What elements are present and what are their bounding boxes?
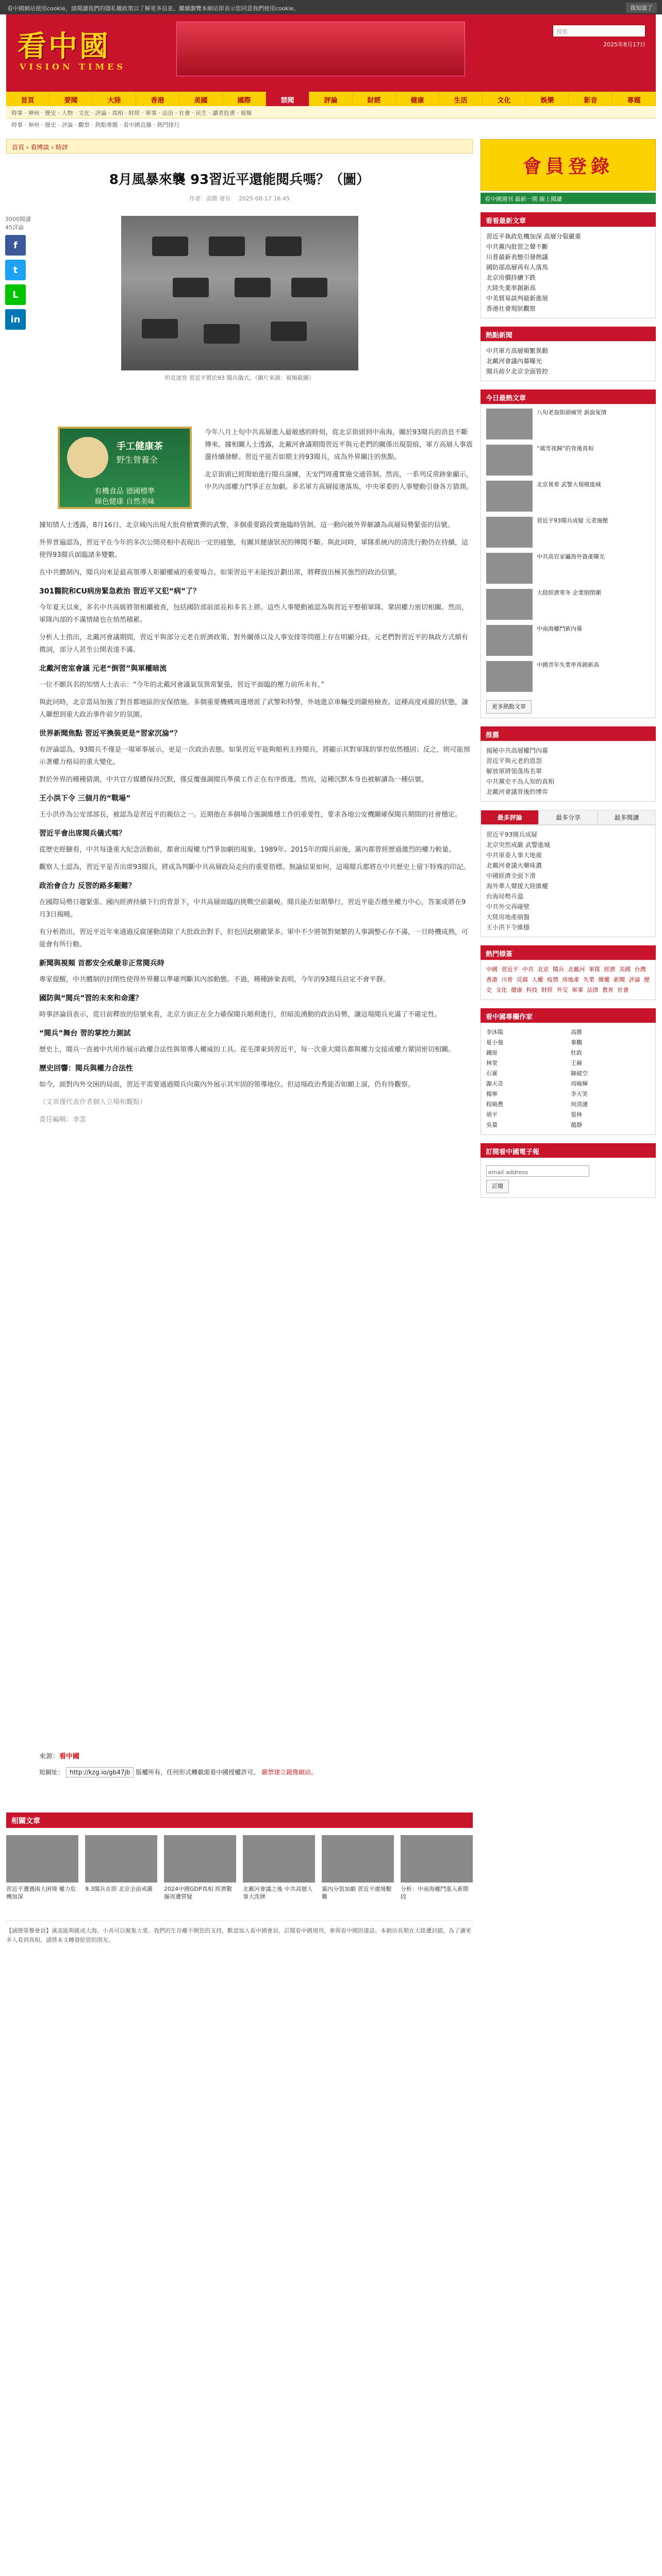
right-sidebar xyxy=(481,139,656,1206)
sidebar-section-body xyxy=(481,227,656,318)
hot-article-title[interactable]: 大陸經濟寒冬 企業倒閉潮 xyxy=(537,589,601,596)
source-bar xyxy=(39,1751,472,1776)
ranking-link[interactable]: 王小洪下令維穩 xyxy=(486,924,530,931)
nav-item[interactable]: 娛樂 xyxy=(526,92,569,106)
author-link[interactable]: 夏小強 xyxy=(486,1039,503,1046)
source-line xyxy=(39,1751,472,1760)
hot-article-title[interactable]: 中南海權鬥新內幕 xyxy=(537,625,582,632)
site-header xyxy=(6,14,656,92)
tank-shape xyxy=(271,321,307,341)
article-paragraph: 北京街頭已經開始進行閱兵演練，天安門周邊實施交通管制。然而，一系列反常跡象顯示，中共內部權力鬥爭正在加劇。多名軍方高層接連落馬，中央軍委的人事變動引發各方猜測。 xyxy=(205,471,473,491)
more-button[interactable]: 更多熱點文章 xyxy=(486,700,532,714)
nav-item[interactable]: 評論 xyxy=(309,92,353,106)
hot-article-title[interactable]: 中國青年失業率再創新高 xyxy=(537,662,599,668)
sidebar-link[interactable]: 中共軍方高層頻繁異動 xyxy=(486,347,549,354)
subscribe-button[interactable]: 訂閱 xyxy=(486,1180,509,1193)
author-link[interactable]: 吳量 xyxy=(486,1122,498,1128)
article-paragraph: 觀察人士認為，習近平是否出席93閱兵，將成為判斷中共高層政局走向的重要指標。無論結果如何，這場閱兵都將在中共歷史上留下特殊的印記。 xyxy=(39,863,470,871)
main-nav xyxy=(6,92,656,106)
sidebar-link[interactable]: 香港社會現狀觀察 xyxy=(486,305,536,312)
article-paragraph: 據知情人士透露，8月16日，北京城內出現大批荷槍實彈的武警，多個重要路段實施臨時管制。這一動向被外界解讀為高層局勢緊張的信號。 xyxy=(39,521,454,529)
tags-block xyxy=(481,945,656,1000)
article-editor: 責任編輯：李雲 xyxy=(39,1116,87,1124)
article-intro xyxy=(205,427,473,499)
sidebar-section-title: 今日最熱文章 xyxy=(481,389,656,404)
sidebar-link[interactable]: 北戴河會議內幕曝光 xyxy=(486,358,542,365)
hot-article-thumb xyxy=(486,661,533,692)
related-thumb-image xyxy=(85,1835,157,1883)
nav-item[interactable]: 大陸 xyxy=(93,92,136,106)
article-paragraph: 在國際局勢日趨緊張、國內經濟持續下行的背景下，中共高層面臨的挑戰空前嚴峻。閱兵能否如期舉行，習近平能否穩坐權力中心，答案或將在9月3日揭曉。 xyxy=(39,899,466,919)
section-heading: 國防與“閱兵”習的未來和命運？ xyxy=(39,994,143,1003)
cookie-notice-bar xyxy=(0,0,662,14)
article-paragraph: 一位不願具名的知情人士表示：“今年的北戴河會議氣氛異常緊張，習近平面臨的壓力前所未有。” xyxy=(39,681,324,689)
article-stats xyxy=(5,215,36,232)
hot-article-title[interactable]: 八旬老翁街頭痛哭 訴說冤情 xyxy=(537,409,607,416)
related-thumb-image xyxy=(164,1835,236,1883)
article-views: 3000閱讀 xyxy=(5,216,31,223)
nav-item[interactable]: 禁聞 xyxy=(266,92,309,106)
sidebar-section-body xyxy=(481,404,656,718)
source-name[interactable]: 看中國 xyxy=(59,1753,80,1760)
author-link[interactable]: 李天笑 xyxy=(571,1091,588,1097)
related-caption[interactable]: 分析：中南海權鬥進入新階段 xyxy=(401,1886,469,1900)
hot-article-title[interactable]: “風雪夜歸”的背後真相 xyxy=(537,445,594,452)
article-paragraph: 今年八月上旬中共高層進入最敏感的時刻，從北京街頭到中南海，關於93閱兵的消息不斷傳來。據相關人士透露，北戴河會議期間習近平與元老們的關係出現裂痕，軍方高層人事震盪持續發酵。習近平能否如期主持93閱兵，成為外界關注的焦點。 xyxy=(205,429,473,461)
article-paragraph: 對於外界的種種猜測，中共官方媒體保持沉默，僅反覆強調閱兵準備工作正在有序推進。然而，這種沉默本身也被解讀為一種信號。 xyxy=(39,776,428,784)
section-heading: 301醫院和CU病房緊急救治 習近平又犯“病”了？ xyxy=(39,587,201,596)
recommend-link[interactable]: 中共黨史不為人知的真相 xyxy=(486,778,555,785)
member-login-button[interactable]: 會員登錄 xyxy=(481,139,656,191)
ranking-link[interactable]: 大陸房地產崩盤 xyxy=(486,913,530,921)
article-paragraph: 與此同時，北京當局加強了對首都地區的安保措施。多個重要機構周邊增派了武警和特警，外地進京車輛受到嚴格檢查。這種高度戒備的狀態，讓人聯想到重大政治事件前夕的氛圍。 xyxy=(39,699,469,719)
sidebar-link[interactable]: 國防部高層再有人落馬 xyxy=(486,264,549,271)
ad-headline: 手工健康茶 xyxy=(117,441,163,452)
hot-article-row[interactable] xyxy=(486,553,650,584)
article-paragraph: 歷史上，閱兵一直被中共用作展示政權合法性與領導人權威的工具。從毛澤東到習近平，每一次重大閱兵都與權力交接或權力鞏固密切相關。 xyxy=(39,1046,455,1054)
author-link[interactable]: 何清漣 xyxy=(571,1101,588,1108)
site-logo-subtitle: VISION TIMES xyxy=(20,62,126,72)
hot-article-thumb xyxy=(486,625,533,656)
hot-article-thumb xyxy=(486,589,533,620)
sidebar-link[interactable]: 北京房價持續下跌 xyxy=(486,274,536,281)
related-caption[interactable]: 2024中國GDP真相 經濟數據再遭質疑 xyxy=(164,1886,233,1900)
author-link[interactable]: 李沐陽 xyxy=(486,1029,503,1036)
related-thumb-image xyxy=(322,1835,394,1883)
hot-article-row[interactable] xyxy=(486,409,650,439)
member-login-block xyxy=(481,139,656,204)
author-link[interactable]: 張林 xyxy=(571,1111,582,1118)
sidebar-section xyxy=(481,327,656,381)
tag-cloud[interactable]: 中國 習近平 中共 北京 閱兵 北戴河 軍隊 經濟 美國 台灣 香港 川普 反腐 人權 疫情 房地產 失業 維權 新聞 評論 歷史 文化 健康 科技 財經 外交 軍事 法律 教育 社會 xyxy=(481,960,656,1000)
related-articles xyxy=(6,1812,473,1901)
nav-item[interactable]: 文化 xyxy=(483,92,526,106)
sidebar-link[interactable]: 中美貿易談判最新進展 xyxy=(486,295,549,302)
ranking-link[interactable]: 中共外交再碰壁 xyxy=(486,903,530,910)
related-caption[interactable]: 黨內分裂加劇 習近平處境艱難 xyxy=(322,1886,392,1900)
article-title: 8月風暴來襲 93習近平還能閱兵嗎？（圖） xyxy=(109,172,370,188)
article-paragraph: 分析人士指出，北戴河會議期間，習近平與部分元老在經濟政策、對外關係以及人事安排等問題上存在明顯分歧。元老們對習近平的執政方式頗有微詞，部分人甚至公開表達不滿。 xyxy=(39,634,469,654)
tank-shape xyxy=(142,319,178,338)
short-link-line xyxy=(39,1768,472,1776)
related-item[interactable] xyxy=(322,1835,394,1901)
recommend-link[interactable]: 揭秘中共高層權鬥內幕 xyxy=(486,747,549,754)
section-heading: 世界新聞焦點 習近平換裝更是“習家沉淪”？ xyxy=(39,730,181,738)
authors-block xyxy=(481,1008,656,1135)
hot-article-row[interactable] xyxy=(486,589,650,620)
site-logo[interactable]: 看中國 xyxy=(18,29,110,63)
hot-article-title[interactable]: 中共高官家屬海外資產曝光 xyxy=(537,553,605,560)
author-link[interactable]: 高勝 xyxy=(571,1029,582,1036)
recommend-title: 推薦 xyxy=(481,726,656,741)
related-item[interactable] xyxy=(401,1835,473,1901)
sub-nav[interactable]: 時事 · 神州 · 歷史 · 人物 · 文化 · 評論 · 真相 · 財經 · 軍事 · 法治 · 社會 · 民生 · 讀者投書 · 視頻 xyxy=(6,106,656,118)
header-date: 2025年8月17日 xyxy=(603,41,646,48)
weekly-banner[interactable]: 看中國週刊 最新一期 線上閱讀 xyxy=(481,193,656,204)
article-paragraph: 今年夏天以來，多名中共高級將領相繼被查，包括國防部前部長和多名上將。這些人事變動被認為與習近平整頓軍隊、鞏固權力密切相關。然而，軍隊內部的不滿情緒也在悄然積累。 xyxy=(39,604,469,624)
cookie-consent-button[interactable]: 我知道了 xyxy=(626,3,657,13)
recommend-block xyxy=(481,726,656,802)
section-heading: 王小洪下令 三個月的“戰場” xyxy=(39,794,131,803)
article-paragraph: 在中共體制內，閱兵向來是最高領導人彰顯權威的重要場合。如果習近平未能按計劃出席，將釋放出極其強烈的政治信號。 xyxy=(39,569,402,577)
ranking-tab[interactable]: 最多閱讀 xyxy=(598,810,656,825)
linkedin-share-icon[interactable]: in xyxy=(5,309,26,330)
hot-article-thumb xyxy=(486,409,533,439)
ranking-list xyxy=(481,825,656,937)
author-link[interactable]: 石實 xyxy=(486,1070,498,1077)
author-link[interactable]: 周曉輝 xyxy=(571,1080,588,1087)
recommend-link[interactable]: 習近平與元老的恩怨 xyxy=(486,757,542,765)
author-link[interactable]: 林堂 xyxy=(486,1060,498,1066)
nav-item[interactable]: 美國 xyxy=(179,92,223,106)
sub-nav-secondary[interactable]: 時事 · 神州 · 歷史 · 評論 · 觀察 · 熱點專題 · 看中國直播 · 熱門排行 xyxy=(6,118,656,130)
ranking-link[interactable]: 台海局勢升溫 xyxy=(486,893,524,900)
section-heading: 歷史回響：閱兵與權力合法性 xyxy=(39,1064,133,1073)
article-author: 作者：高勝 發布 xyxy=(189,195,231,202)
share-sidebar xyxy=(5,215,36,334)
sidebar-link[interactable]: 大陸失業率創新高 xyxy=(486,284,536,292)
nav-item[interactable]: 生活 xyxy=(439,92,483,106)
article-paragraph: 有分析指出，習近平近年來通過反腐運動清除了大批政治對手，但也因此樹敵眾多。軍中不少將領對頻繁的人事調整心存不滿，一旦時機成熟，可能會有所行動。 xyxy=(39,928,469,948)
author-link[interactable]: 鍾原 xyxy=(486,1049,498,1056)
header-banner-ad[interactable] xyxy=(176,22,465,76)
author-link[interactable]: 胡平 xyxy=(486,1111,498,1118)
hot-article-row[interactable] xyxy=(486,661,650,692)
sidebar-section xyxy=(481,212,656,318)
tank-shape xyxy=(152,236,188,256)
tank-shape xyxy=(235,278,271,297)
related-thumb-image xyxy=(6,1835,78,1883)
article-paragraph: 專家提醒，中共體制的封閉性使得外界難以準確判斷其內部動態。不過，種種跡象表明，今年的93閱兵註定不會平靜。 xyxy=(39,976,390,984)
subscribe-title: 訂閱看中國電子報 xyxy=(481,1143,656,1158)
author-link[interactable]: 楊寧 xyxy=(486,1091,498,1097)
subscribe-body xyxy=(481,1158,656,1198)
recommend-link[interactable]: 解放軍將領落馬名單 xyxy=(486,768,542,775)
ranking-link[interactable]: 北京突然戒嚴 武警進城 xyxy=(486,841,550,849)
tank-shape xyxy=(173,278,209,297)
hot-article-row[interactable] xyxy=(486,445,650,476)
article-paragraph: 有評論認為，93閱兵不僅是一場軍事展示，更是一次政治表態。如果習近平能夠順利主持閱兵，將顯示其對軍隊的掌控依然穩固；反之，則可能預示著權力格局的重大變化。 xyxy=(39,746,470,766)
article-paragraph: 時事評論員表示，從目前釋放的信號來看，北京方面正在全力確保閱兵順利進行，但暗流湧動的政治局勢，讓這場閱兵充滿了不確定性。 xyxy=(39,1011,442,1019)
source-label: 來源： xyxy=(39,1753,60,1760)
article-photo-block xyxy=(121,216,358,382)
photo-caption: 坦克迷宮 習近平將於93 閱兵儀式。（圖片來源：視頻截圖） xyxy=(164,375,315,381)
article-comments: 45評論 xyxy=(5,224,24,231)
ranking-tab[interactable]: 最多分享 xyxy=(539,810,597,825)
section-heading: 習近平會出席閱兵儀式嗎？ xyxy=(39,829,126,838)
section-heading: 北戴河密室會議 元老“倒習”與軍權暗流 xyxy=(39,665,167,673)
author-link[interactable]: 王赫 xyxy=(571,1060,582,1066)
ad-illustration xyxy=(67,437,108,478)
tank-shape xyxy=(204,324,240,344)
section-heading: 政治會合力 反習的路多艱難？ xyxy=(39,882,136,890)
sidebar-section-title: 看看最新文章 xyxy=(481,212,656,227)
hot-article-thumb xyxy=(486,481,533,512)
related-thumbs xyxy=(6,1835,473,1901)
related-title: 相關文章 xyxy=(6,1812,473,1828)
ranking-link[interactable]: 北戴河會議火藥味濃 xyxy=(486,862,542,869)
tank-shape xyxy=(209,236,245,256)
author-link[interactable]: 謝天奇 xyxy=(486,1080,503,1087)
sidebar-section xyxy=(481,389,656,718)
section-heading: 新聞與視頻 首都安全戒嚴非正常閱兵時 xyxy=(39,959,164,968)
article-paragraph: 外界普遍認為，習近平在今年的多次公開亮相中表現出一定的疲態，有關其健康狀況的傳聞不斷。與此同時，軍隊系統內的清洗行動仍在持續，這使得93閱兵面臨諸多變數。 xyxy=(39,539,469,559)
line-share-icon[interactable]: L xyxy=(5,284,26,305)
nav-item[interactable]: 要聞 xyxy=(49,92,93,106)
related-caption[interactable]: 習近平遭遇兩大困境 權力危機加深 xyxy=(6,1886,76,1900)
author-link[interactable]: 陳破空 xyxy=(571,1070,588,1077)
sidebar-link[interactable]: 川普最新表態引發熱議 xyxy=(486,253,549,261)
hot-article-title[interactable]: 習近平93閱兵成疑 元老施壓 xyxy=(537,517,608,524)
related-caption[interactable]: 9.3閱兵在即 北京全面戒嚴 xyxy=(85,1886,153,1892)
breadcrumb[interactable]: 首頁 › 看博談 › 時評 xyxy=(6,139,473,154)
ranking-link[interactable]: 中國經濟全面下滑 xyxy=(486,872,536,879)
nav-item[interactable]: 首頁 xyxy=(6,92,49,106)
article-date: 2025-08-17 16:45 xyxy=(238,195,290,202)
sidebar-link[interactable]: 習近平執政危機加深 高層分裂嚴重 xyxy=(486,233,581,240)
tank-shape xyxy=(291,278,327,297)
article-meta xyxy=(6,194,473,202)
ad-subline: 野生營養全 xyxy=(117,455,158,465)
authors-title: 看中國專欄作家 xyxy=(481,1008,656,1023)
nav-item[interactable]: 財經 xyxy=(353,92,396,106)
hot-article-thumb xyxy=(486,517,533,548)
subscribe-block xyxy=(481,1143,656,1198)
ranking-tabs xyxy=(481,810,656,825)
twitter-share-icon[interactable]: t xyxy=(5,260,26,280)
related-item[interactable] xyxy=(85,1835,157,1901)
related-item[interactable] xyxy=(6,1835,78,1901)
hot-article-row[interactable] xyxy=(486,517,650,548)
sidebar-section-body xyxy=(481,341,656,381)
related-item[interactable] xyxy=(243,1835,315,1901)
ad-tagline: 有機食品 德國標準 綠色健康 自然美味 xyxy=(94,487,155,506)
author-link[interactable]: 程曉農 xyxy=(486,1101,503,1108)
hot-article-row[interactable] xyxy=(486,481,650,512)
copyright-text: 版權所有，任何形式轉載需看中國授權許可。 xyxy=(136,1769,260,1776)
ranking-link[interactable]: 習近平93閱兵成疑 xyxy=(486,831,538,838)
nav-item[interactable]: 專題 xyxy=(613,92,656,106)
cookie-notice-text: 看中國網站使用cookie，請閱讀我們的隱私權政策以了解更多信息。繼續瀏覽本網站即表示您同意我們使用cookie。 xyxy=(7,5,300,12)
nav-item[interactable]: 國際 xyxy=(223,92,266,106)
sidebar-link[interactable]: 中共黨內批習之聲不斷 xyxy=(486,243,549,250)
hot-article-thumb xyxy=(486,445,533,476)
page-wrapper xyxy=(5,14,656,1943)
article-main xyxy=(5,159,473,1124)
author-link[interactable]: 杜政 xyxy=(571,1049,582,1056)
article-disclaimer: （文章僅代表作者個人立場和觀點） xyxy=(39,1098,147,1106)
recommend-list xyxy=(481,741,656,802)
hot-article-title[interactable]: 北京異常 武警大規模進城 xyxy=(537,481,601,488)
author-link[interactable]: 秦鵬 xyxy=(571,1039,582,1046)
short-link-url[interactable]: http://kzg.io/gb47jb xyxy=(66,1767,134,1777)
article-paragraph: 從歷史經驗看，中共每逢重大紀念活動前，都會出現權力鬥爭加劇的現象。1989年、2015年的閱兵前後，黨內都曾經歷過激烈的權力較量。 xyxy=(39,846,456,854)
ranking-link[interactable]: 海外華人聲援大陸維權 xyxy=(486,883,549,890)
nav-item[interactable]: 健康 xyxy=(396,92,439,106)
recommend-link[interactable]: 北戴河會議背後的博弈 xyxy=(486,788,549,795)
short-link-label: 短網址： xyxy=(39,1769,64,1776)
hot-article-thumb xyxy=(486,553,533,584)
ranking-block xyxy=(481,810,656,937)
sidebar-section-title: 熱點新聞 xyxy=(481,327,656,341)
article-paragraph: 王小洪作為公安部部長，被認為是習近平的親信之一。近期他在多個場合強調維穩工作的重要性，要求各地公安機關確保閱兵期間的社會穩定。 xyxy=(39,811,462,819)
section-heading: “閱兵”舞台 習的掌控力測試 xyxy=(39,1029,131,1038)
hot-article-row[interactable] xyxy=(486,625,650,656)
sidebar-sections xyxy=(481,212,656,718)
related-caption[interactable]: 北戴河會議之後 中共高層人事大洗牌 xyxy=(243,1886,313,1900)
sidebar-link[interactable]: 閱兵前夕北京全面管控 xyxy=(486,368,549,375)
related-thumb-image xyxy=(243,1835,315,1883)
tank-shape xyxy=(266,236,302,256)
related-thumb-image xyxy=(401,1835,473,1883)
mirror-notice: 嚴禁建立鏡像網站。 xyxy=(261,1769,318,1776)
nav-item[interactable]: 影音 xyxy=(569,92,613,106)
email-input[interactable]: email address xyxy=(486,1165,589,1177)
ranking-tab[interactable]: 最多評論 xyxy=(481,810,539,825)
related-item[interactable] xyxy=(164,1835,236,1901)
footer-note: 【誠徵榮譽會員】溪流能夠匯成大海，小善可以聚集大愛。我們的生存離不開您的支持，歡迎加入看中國會員，訂閱看中國週刊，參與看中國的建設。本網站長期在大陸遭封鎖，為了讓更多人看到真相，請將本文轉發給您的朋友。 xyxy=(6,1921,473,1945)
health-ad[interactable] xyxy=(58,427,192,509)
authors-grid xyxy=(481,1023,656,1135)
nav-item[interactable]: 香港 xyxy=(136,92,179,106)
facebook-share-icon[interactable]: f xyxy=(5,235,26,256)
search-input[interactable]: 搜索 xyxy=(553,25,646,37)
article-photo xyxy=(121,216,358,370)
article-body xyxy=(39,519,472,1131)
author-link[interactable]: 趙靜 xyxy=(571,1122,582,1128)
ranking-link[interactable]: 中共軍委人事大地震 xyxy=(486,852,542,859)
article-paragraph: 如今，面對內外交困的局面，習近平需要通過閱兵向黨內外展示其牢固的領導地位。但這場政治秀能否如願上演，仍有待觀察。 xyxy=(39,1081,415,1089)
tags-title: 熱門標簽 xyxy=(481,945,656,960)
